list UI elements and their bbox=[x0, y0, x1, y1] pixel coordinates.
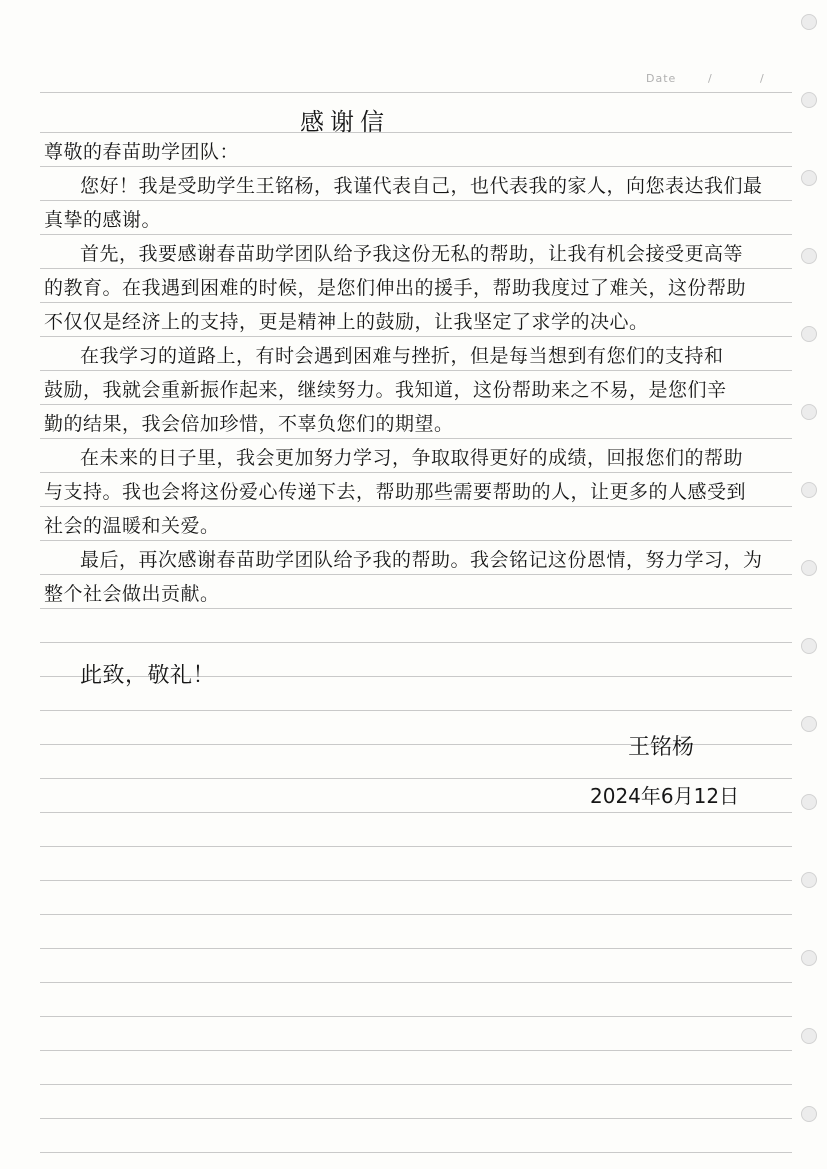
ruled-line bbox=[40, 132, 792, 133]
letter-title: 感谢信 bbox=[300, 108, 390, 136]
body-line: 真挚的感谢。 bbox=[44, 209, 162, 231]
body-line: 社会的温暖和关爱。 bbox=[44, 515, 220, 537]
ruled-line bbox=[40, 574, 792, 575]
date-label: Date bbox=[646, 72, 677, 85]
binder-hole bbox=[801, 560, 817, 576]
ruled-line bbox=[40, 472, 792, 473]
body-line: 您好！我是受助学生王铭杨，我谨代表自己，也代表我的家人，向您表达我们最 bbox=[80, 175, 763, 197]
binder-hole bbox=[801, 872, 817, 888]
body-line: 与支持。我也会将这份爱心传递下去，帮助那些需要帮助的人，让更多的人感受到 bbox=[44, 481, 747, 503]
body-line: 最后，再次感谢春苗助学团队给予我的帮助。我会铭记这份恩情，努力学习，为 bbox=[80, 549, 763, 571]
binder-hole bbox=[801, 248, 817, 264]
ruled-line bbox=[40, 200, 792, 201]
ruled-line bbox=[40, 846, 792, 847]
ruled-line bbox=[40, 778, 792, 779]
binder-hole bbox=[801, 92, 817, 108]
ruled-line bbox=[40, 1016, 792, 1017]
date-field bbox=[646, 72, 765, 85]
body-line: 勤的结果，我会倍加珍惜，不辜负您们的期望。 bbox=[44, 413, 454, 435]
binder-hole bbox=[801, 1106, 817, 1122]
ruled-line bbox=[40, 982, 792, 983]
body-line: 不仅仅是经济上的支持，更是精神上的鼓励，让我坚定了求学的决心。 bbox=[44, 311, 649, 333]
binder-hole bbox=[801, 1028, 817, 1044]
ruled-line bbox=[40, 1050, 792, 1051]
ruled-line bbox=[40, 914, 792, 915]
ruled-line bbox=[40, 642, 792, 643]
binder-hole bbox=[801, 170, 817, 186]
ruled-line bbox=[40, 710, 792, 711]
binder-hole bbox=[801, 794, 817, 810]
binder-hole bbox=[801, 950, 817, 966]
binder-hole bbox=[801, 638, 817, 654]
ruled-line bbox=[40, 1118, 792, 1119]
ruled-line bbox=[40, 880, 792, 881]
ruled-line bbox=[40, 404, 792, 405]
ruled-line bbox=[40, 438, 792, 439]
ruled-line bbox=[40, 948, 792, 949]
ruled-line bbox=[40, 370, 792, 371]
ruled-line bbox=[40, 92, 792, 93]
binder-hole bbox=[801, 326, 817, 342]
ruled-line bbox=[40, 268, 792, 269]
ruled-line bbox=[40, 608, 792, 609]
ruled-line bbox=[40, 166, 792, 167]
body-line: 在我学习的道路上，有时会遇到困难与挫折，但是每当想到有您们的支持和 bbox=[80, 345, 724, 367]
binder-hole bbox=[801, 14, 817, 30]
ruled-line bbox=[40, 234, 792, 235]
date-separator: / bbox=[760, 72, 765, 85]
body-line: 首先，我要感谢春苗助学团队给予我这份无私的帮助，让我有机会接受更高等 bbox=[80, 243, 744, 265]
binder-hole bbox=[801, 404, 817, 420]
date-separator: / bbox=[708, 72, 713, 85]
ruled-line bbox=[40, 302, 792, 303]
ruled-line bbox=[40, 336, 792, 337]
letter-closing: 此致，敬礼！ bbox=[80, 664, 216, 688]
body-line: 的教育。在我遇到困难的时候，是您们伸出的援手，帮助我度过了难关，这份帮助 bbox=[44, 277, 747, 299]
signature-name: 王铭杨 bbox=[628, 735, 695, 760]
letter-salutation: 尊敬的春苗助学团队： bbox=[44, 141, 240, 163]
ruled-line bbox=[40, 1152, 792, 1153]
body-line: 整个社会做出贡献。 bbox=[44, 583, 220, 605]
binder-hole bbox=[801, 716, 817, 732]
body-line: 在未来的日子里，我会更加努力学习，争取取得更好的成绩，回报您们的帮助 bbox=[80, 447, 744, 469]
ruled-line bbox=[40, 540, 792, 541]
ruled-line bbox=[40, 812, 792, 813]
binder-hole bbox=[801, 482, 817, 498]
binder-holes bbox=[787, 0, 827, 1169]
body-line: 鼓励，我就会重新振作起来，继续努力。我知道，这份帮助来之不易，是您们辛 bbox=[44, 379, 727, 401]
ruled-line bbox=[40, 1084, 792, 1085]
signature-date: 2024年6月12日 bbox=[590, 784, 740, 808]
ruled-line bbox=[40, 506, 792, 507]
